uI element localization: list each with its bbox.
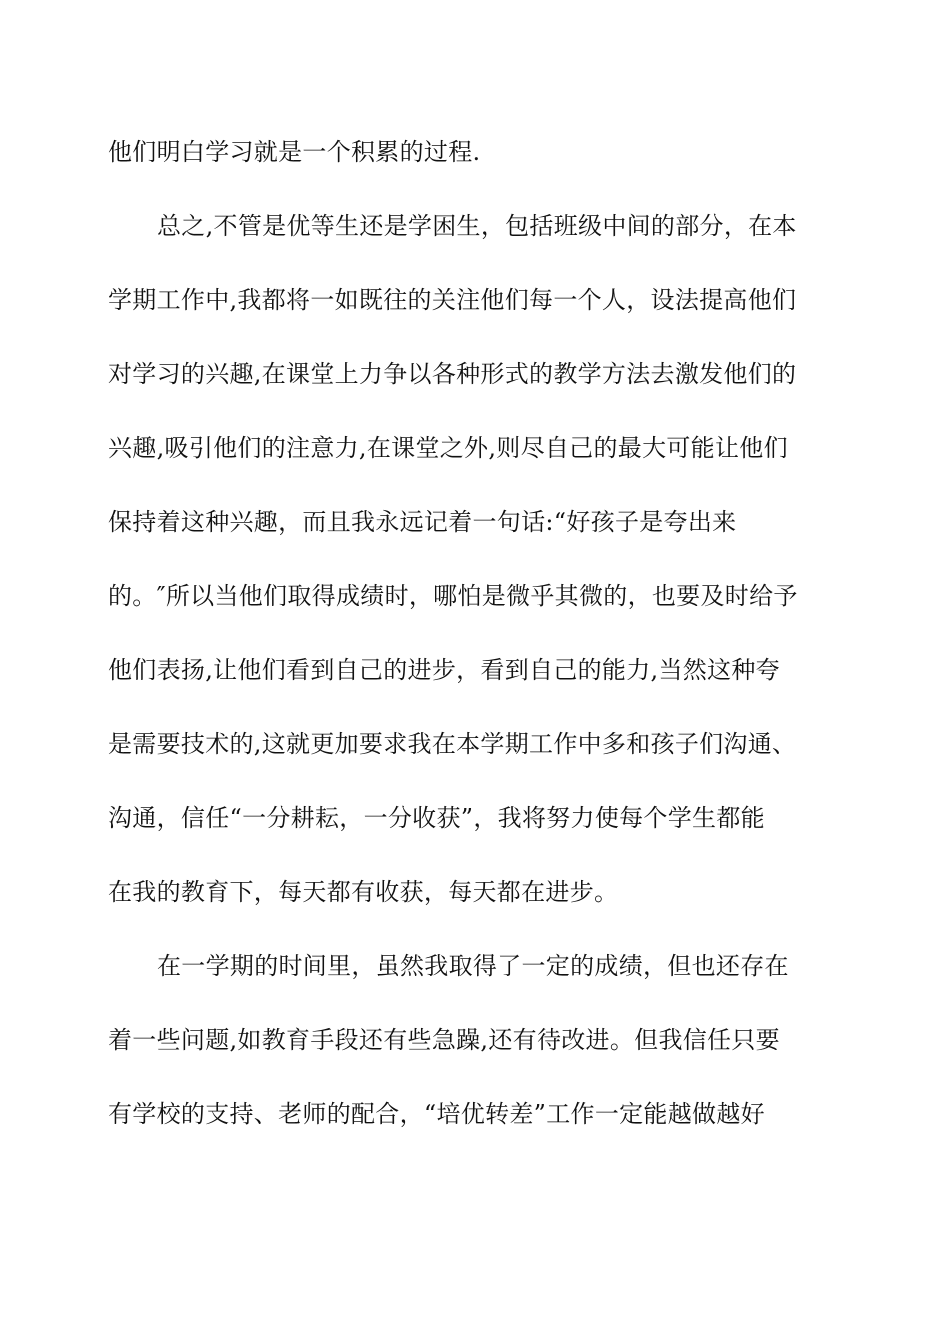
text-line-5: 兴趣,吸引他们的注意力,在课堂之外,则尽自己的最大可能让他们 [108, 434, 788, 462]
text-line-8: 他们表扬,让他们看到自己的进步，看到自己的能力,当然这种夸 [108, 656, 780, 684]
text-line-6: 保持着这种兴趣，而且我永远记着一句话:“好孩子是夸出来 [108, 508, 737, 536]
text-line-7: 的。″所以当他们取得成绩时，哪怕是微乎其微的，也要及时给予 [108, 582, 798, 610]
text-line-1: 他们明白学习就是一个积累的过程. [108, 138, 481, 166]
text-line-14: 有学校的支持、老师的配合，“培优转差”工作一定能越做越好 [108, 1100, 765, 1128]
text-line-13: 着一些问题,如教育手段还有些急躁,还有待改进。但我信任只要 [108, 1026, 780, 1054]
text-line-12-paragraph-start: 在一学期的时间里，虽然我取得了一定的成绩，但也还存在 [157, 952, 789, 980]
text-line-10: 沟通，信任“一分耕耘，一分收获”，我将努力使每个学生都能 [108, 804, 765, 832]
text-line-9: 是需要技术的,这就更加要求我在本学期工作中多和孩子们沟通、 [108, 730, 797, 758]
text-line-4: 对学习的兴趣,在课堂上力争以各种形式的教学方法去激发他们的 [108, 360, 797, 388]
text-line-11: 在我的教育下，每天都有收获，每天都在进步。 [108, 878, 619, 906]
text-line-3: 学期工作中,我都将一如既往的关注他们每一个人，设法提高他们 [108, 286, 797, 314]
text-line-2-paragraph-start: 总之,不管是优等生还是学困生，包括班级中间的部分，在本 [157, 212, 797, 240]
